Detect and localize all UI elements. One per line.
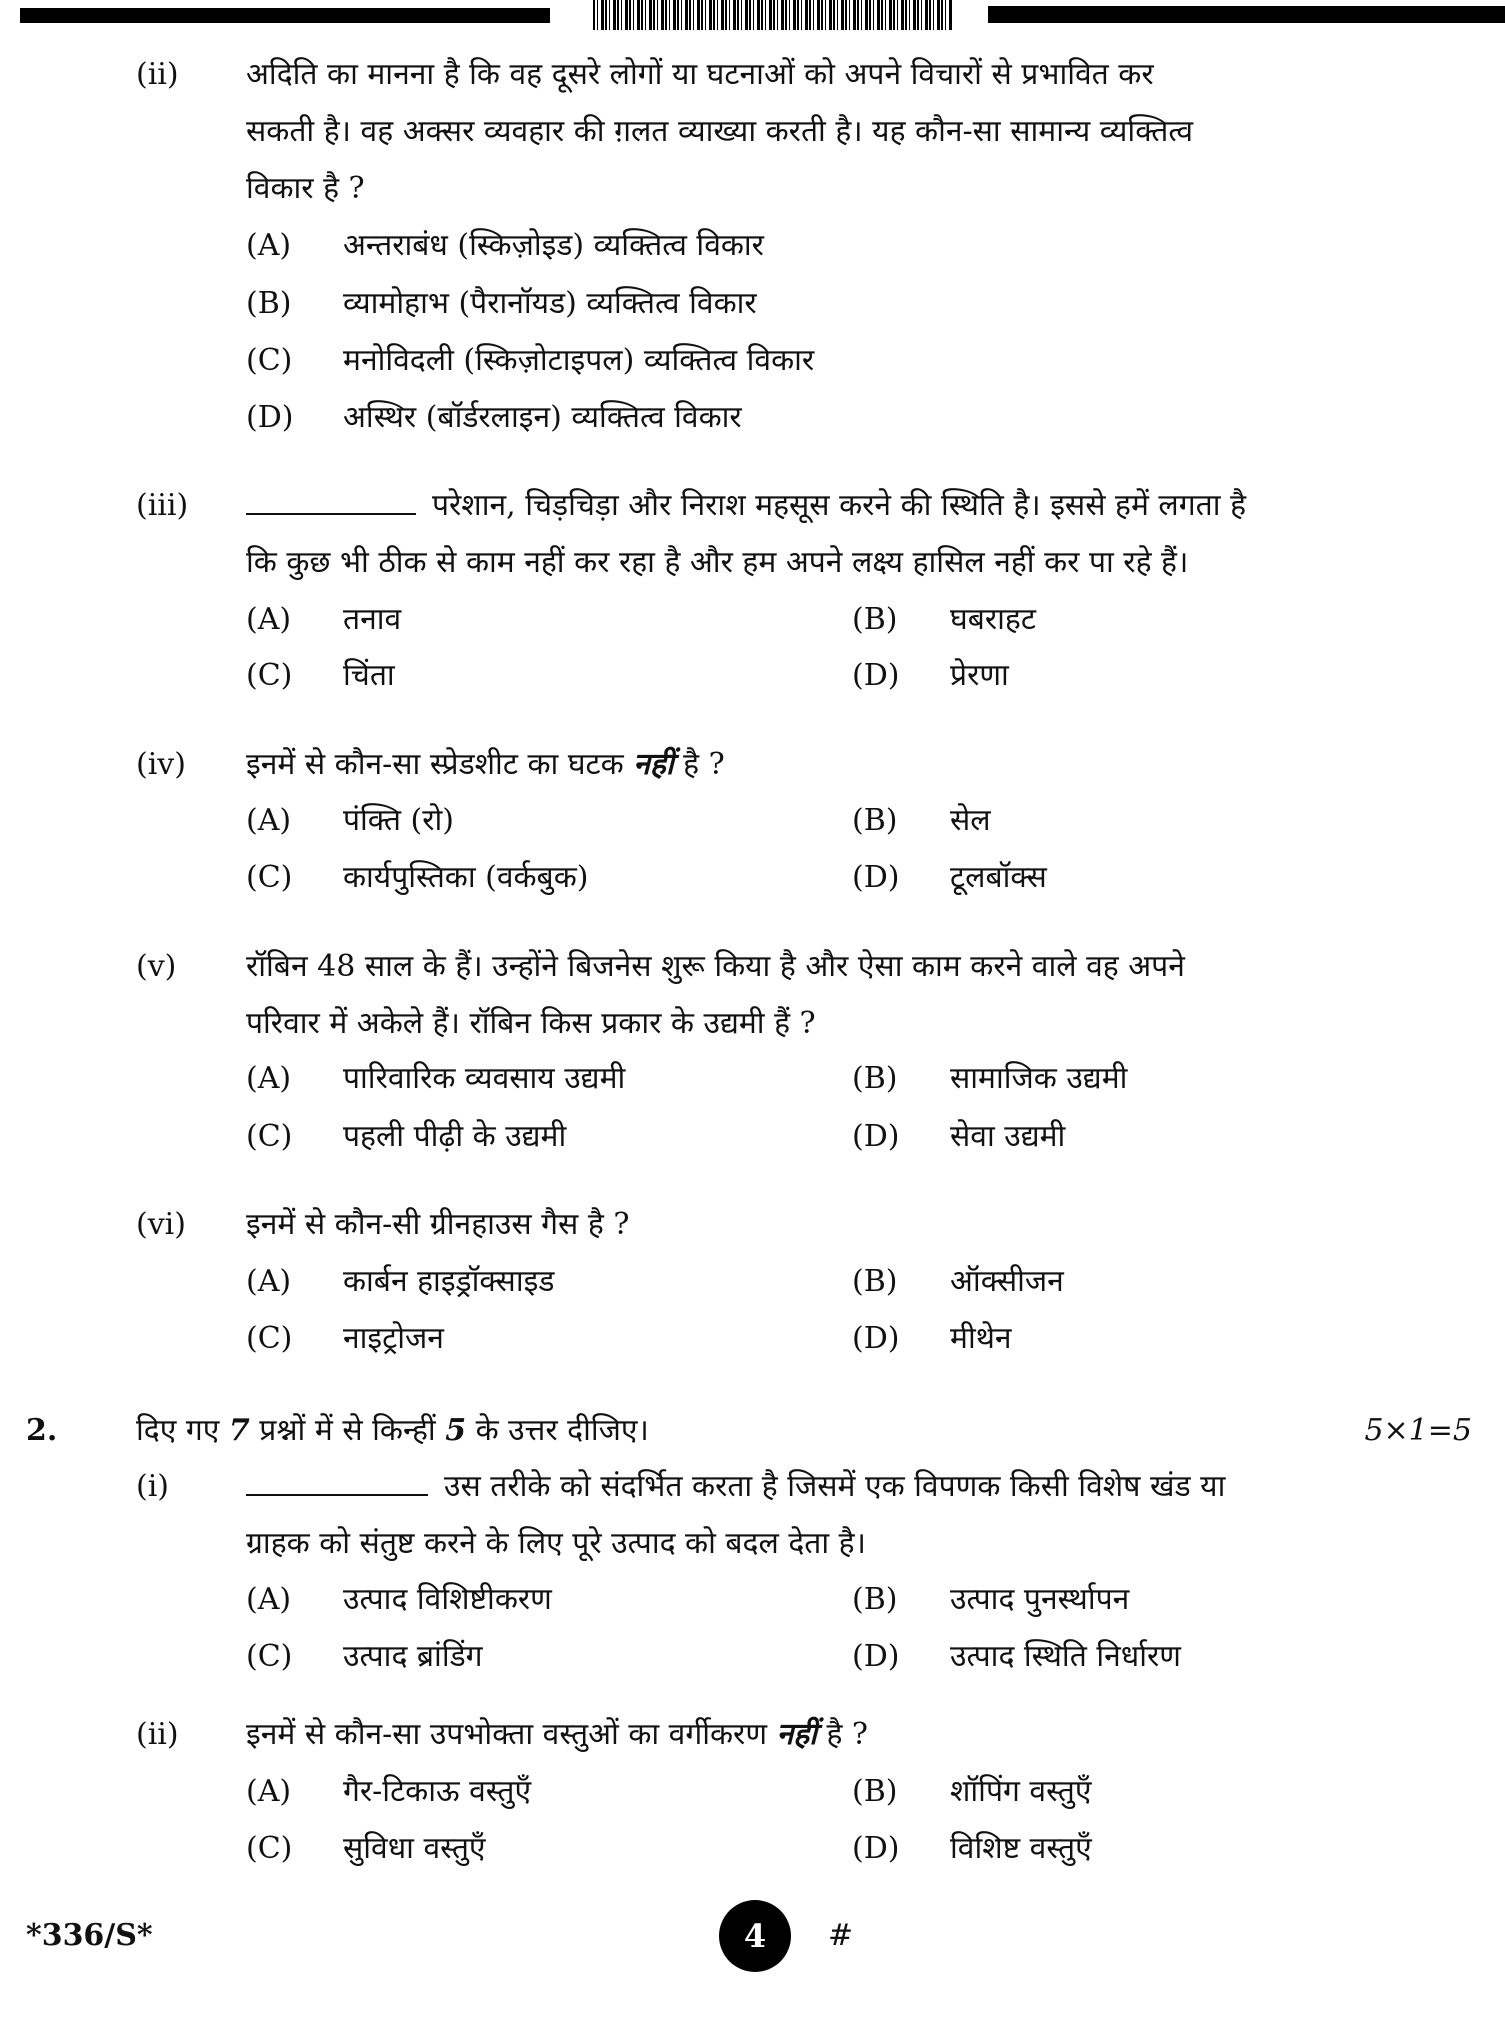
emphasis-not: नहीं [776, 1717, 817, 1752]
hash-mark: # [828, 1918, 854, 1953]
question-number: (v) [136, 949, 177, 984]
option-label: (D) [852, 1831, 900, 1866]
option-label: (C) [246, 1321, 293, 1356]
marks: 5×1=5 [1364, 1413, 1472, 1448]
option-label: (B) [246, 286, 292, 321]
header-bar-right [988, 6, 1505, 23]
option-text: घबराहट [950, 602, 1036, 637]
question-text: रॉबिन 48 साल के हैं। उन्होंने बिजनेस शुरू किया है और ऐसा काम करने वाले वह अपने [246, 949, 1185, 984]
option-text: प्रेरणा [950, 658, 1009, 693]
question-text: इनमें से कौन-सी ग्रीनहाउस गैस है ? [246, 1207, 630, 1242]
option-label: (D) [852, 658, 900, 693]
instruction-part: प्रश्नों में से किन्हीं [259, 1413, 436, 1448]
option-text: सेल [950, 803, 991, 838]
question-number: 2. [26, 1413, 58, 1448]
option-text: कार्बन हाइड्रॉक्साइड [343, 1264, 555, 1299]
option-text: नाइट्रोजन [343, 1321, 444, 1356]
option-text: पंक्ति (रो) [343, 803, 454, 838]
question-text: कि कुछ भी ठीक से काम नहीं कर रहा है और हम अपने लक्ष्य हासिल नहीं कर पा रहे हैं। [246, 545, 1189, 580]
option-text: पारिवारिक व्यवसाय उद्यमी [343, 1061, 626, 1096]
option-text: तनाव [343, 602, 402, 637]
question-text: विकार है ? [246, 171, 365, 206]
header-bar-left [20, 8, 550, 23]
fill-blank [246, 1493, 428, 1496]
option-text: सुविधा वस्तुएँ [343, 1831, 486, 1866]
option-text: मनोविदली (स्किज़ोटाइपल) व्यक्तित्व विकार [343, 343, 815, 378]
question-instruction [136, 1411, 649, 1451]
option-label: (B) [852, 1774, 898, 1809]
question-number: (ii) [136, 1717, 179, 1752]
question-text [246, 745, 725, 785]
question-number: (ii) [136, 57, 179, 92]
paper-code: *336/S* [26, 1918, 153, 1953]
option-label: (C) [246, 860, 293, 895]
option-label: (C) [246, 1639, 293, 1674]
option-label: (C) [246, 1831, 293, 1866]
question-text [246, 1715, 868, 1755]
question-text [246, 486, 1246, 526]
page-number: 4 [719, 1900, 791, 1972]
option-label: (A) [246, 1061, 292, 1096]
barcode [593, 0, 953, 30]
option-text: सामाजिक उद्यमी [950, 1061, 1128, 1096]
option-text: विशिष्ट वस्तुएँ [950, 1831, 1092, 1866]
option-text: मीथेन [950, 1321, 1012, 1356]
option-text: उत्पाद स्थिति निर्धारण [950, 1639, 1181, 1674]
option-text: कार्यपुस्तिका (वर्कबुक) [343, 860, 589, 895]
option-label: (D) [852, 1119, 900, 1154]
option-label: (D) [852, 1321, 900, 1356]
option-label: (D) [246, 400, 294, 435]
option-text: गैर-टिकाऊ वस्तुएँ [343, 1774, 532, 1809]
option-text: व्यामोहाभ (पैरानॉयड) व्यक्तित्व विकार [343, 286, 757, 321]
option-label: (C) [246, 1119, 293, 1154]
question-number: (iv) [136, 747, 186, 782]
option-label: (C) [246, 343, 293, 378]
question-text-part: इनमें से कौन-सा स्प्रेडशीट का घटक [246, 747, 624, 782]
question-text [246, 1467, 1225, 1507]
option-label: (B) [852, 1264, 898, 1299]
option-label: (A) [246, 1264, 292, 1299]
option-text: उत्पाद विशिष्टीकरण [343, 1582, 552, 1617]
emphasis-not: नहीं [633, 747, 674, 782]
instruction-part: दिए गए [136, 1413, 220, 1448]
option-text: टूलबॉक्स [950, 860, 1047, 895]
option-label: (A) [246, 1774, 292, 1809]
option-text: अन्तराबंध (स्किज़ोइड) व्यक्तित्व विकार [343, 228, 764, 263]
option-label: (C) [246, 658, 293, 693]
option-text: सेवा उद्यमी [950, 1119, 1066, 1154]
option-label: (D) [852, 1639, 900, 1674]
question-text: ग्राहक को संतुष्ट करने के लिए पूरे उत्पाद को बदल देता है। [246, 1526, 866, 1561]
option-text: अस्थिर (बॉर्डरलाइन) व्यक्तित्व विकार [343, 400, 742, 435]
question-text: परिवार में अकेले हैं। रॉबिन किस प्रकार के उद्यमी हैं ? [246, 1006, 816, 1041]
question-number: (vi) [136, 1207, 186, 1242]
option-label: (B) [852, 803, 898, 838]
option-text: उत्पाद पुनर्स्थापन [950, 1582, 1130, 1617]
question-text-part: परेशान, चिड़चिड़ा और निराश महसूस करने की स्थिति है। इससे हमें लगता है [432, 488, 1246, 523]
question-number: (i) [136, 1469, 170, 1504]
option-label: (B) [852, 1582, 898, 1617]
option-label: (A) [246, 803, 292, 838]
question-text-part: है ? [683, 747, 725, 782]
option-label: (D) [852, 860, 900, 895]
question-text: अदिति का मानना है कि वह दूसरे लोगों या घटनाओं को अपने विचारों से प्रभावित कर [246, 57, 1154, 92]
question-text-part: उस तरीके को संदर्भित करता है जिसमें एक विपणक किसी विशेष खंड या [444, 1469, 1226, 1504]
question-number: (iii) [136, 488, 189, 523]
option-label: (A) [246, 228, 292, 263]
fill-blank [246, 512, 416, 515]
instruction-count: 5 [445, 1413, 467, 1448]
option-text: चिंता [343, 658, 395, 693]
option-text: उत्पाद ब्रांडिंग [343, 1639, 483, 1674]
option-text: ऑक्सीजन [950, 1264, 1064, 1299]
option-label: (A) [246, 1582, 292, 1617]
option-label: (A) [246, 602, 292, 637]
option-text: शॉपिंग वस्तुएँ [950, 1774, 1092, 1809]
option-label: (B) [852, 602, 898, 637]
instruction-count: 7 [228, 1413, 250, 1448]
option-text: पहली पीढ़ी के उद्यमी [343, 1119, 567, 1154]
question-text-part: है ? [826, 1717, 869, 1752]
instruction-part: के उत्तर दीजिए। [475, 1413, 649, 1448]
option-label: (B) [852, 1061, 898, 1096]
question-text-part: इनमें से कौन-सा उपभोक्ता वस्तुओं का वर्गीकरण [246, 1717, 768, 1752]
question-text: सकती है। वह अक्सर व्यवहार की ग़लत व्याख्या करती है। यह कौन-सा सामान्य व्यक्तित्व [246, 114, 1194, 149]
